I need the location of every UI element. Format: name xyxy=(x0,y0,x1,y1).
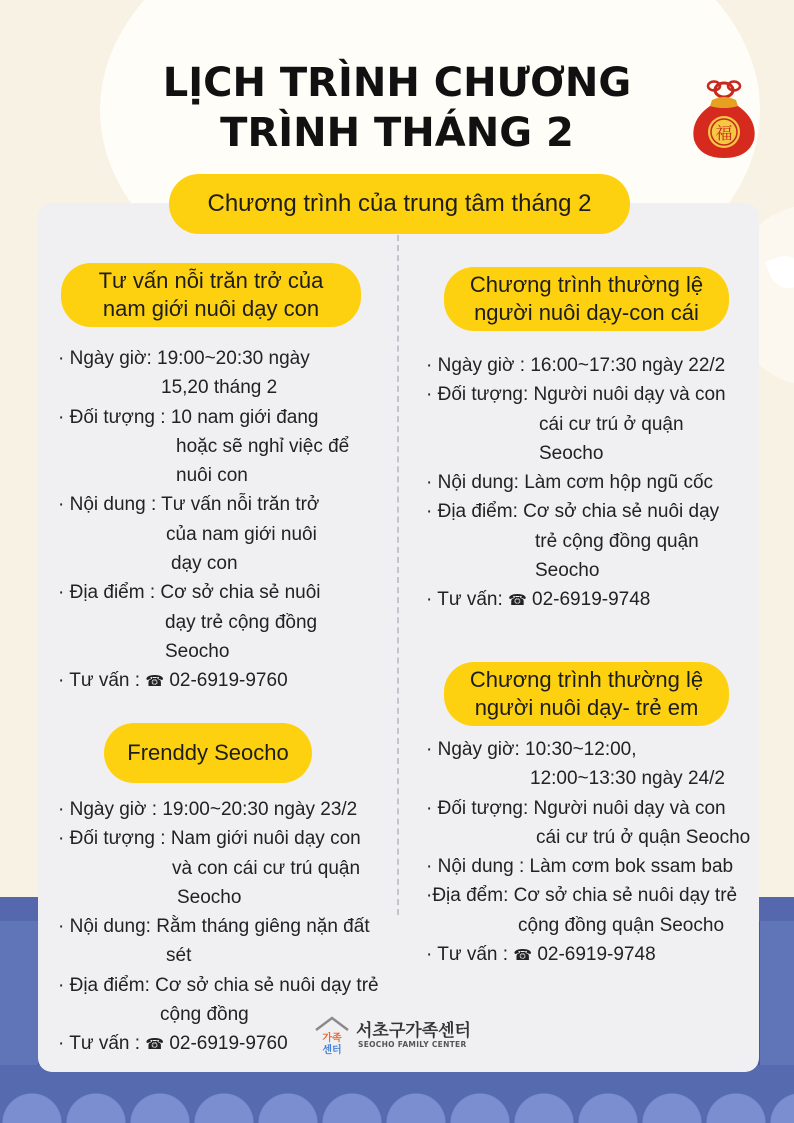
detail-line: · Đối tượng : 10 nam giới đang xyxy=(58,406,319,428)
detail-line: 15,20 tháng 2 xyxy=(161,377,278,399)
consult-label: · Tư vấn : xyxy=(58,1033,141,1055)
consult-phone: 02-6919-9760 xyxy=(169,670,288,692)
program-3-heading-line-1: Chương trình thường lệ xyxy=(469,272,704,297)
logo-main-text: 서초구가족센터 xyxy=(356,1021,471,1041)
program-1-heading xyxy=(61,263,361,327)
logo-sub-text: SEOCHO FAMILY CENTER xyxy=(358,1040,467,1049)
detail-line: Seocho xyxy=(535,560,600,582)
detail-line: cộng đồng quận Seocho xyxy=(518,914,725,936)
program-4-heading-line-2: người nuôi dạy- trẻ em xyxy=(474,695,699,720)
consult-line xyxy=(426,585,726,615)
program-2-heading xyxy=(104,723,312,783)
phone-icon: ☎ xyxy=(145,672,165,691)
consult-label: · Tư vấn: xyxy=(426,589,503,611)
detail-line: Seocho xyxy=(539,442,604,464)
consult-label: · Tư vấn : xyxy=(58,670,141,692)
detail-line: · Đối tượng: Người nuôi dạy và con xyxy=(426,797,726,819)
detail-line: · Ngày giờ: 10:30~12:00, xyxy=(426,739,637,760)
program-2-heading-text: Frenddy Seocho xyxy=(127,740,289,765)
program-3-details xyxy=(426,351,726,616)
detail-line: sét xyxy=(166,945,192,967)
logo-mark-top: 가족 xyxy=(322,1033,342,1044)
detail-line: và con cái cư trú quận xyxy=(172,857,361,879)
consult-line xyxy=(426,940,750,970)
detail-line: dạy con xyxy=(171,553,238,575)
logo-mark-bottom: 센터 xyxy=(322,1045,342,1056)
page-title xyxy=(0,58,794,158)
title-line-1: LỊCH TRÌNH CHƯƠNG xyxy=(162,60,632,106)
program-4-heading xyxy=(444,662,729,726)
column-divider xyxy=(397,235,399,915)
detail-line: ·Địa đểm: Cơ sở chia sẻ nuôi dạy trẻ xyxy=(426,885,738,907)
detail-line: · Đối tượng : Nam giới nuôi dạy con xyxy=(58,828,361,850)
detail-line: · Ngày giờ: 19:00~20:30 ngày xyxy=(58,348,310,369)
detail-line: Seocho xyxy=(165,640,230,662)
detail-line: cái cư trú ở quận xyxy=(539,413,684,435)
detail-line: · Ngày giờ : 16:00~17:30 ngày 22/2 xyxy=(426,355,726,376)
detail-line: hoặc sẽ nghỉ việc để xyxy=(176,435,350,457)
consult-line xyxy=(58,666,349,696)
program-3-heading xyxy=(444,267,729,331)
phone-icon: ☎ xyxy=(145,1035,165,1054)
detail-line: · Địa điểm: Cơ sở chia sẻ nuôi dạy xyxy=(426,501,720,523)
detail-line: dạy trẻ cộng đồng xyxy=(165,611,318,633)
detail-line: · Đối tượng: Người nuôi dạy và con xyxy=(426,384,726,406)
detail-line: 12:00~13:30 ngày 24/2 xyxy=(530,768,725,790)
roof-tiles xyxy=(0,1065,794,1123)
program-1-details xyxy=(58,344,349,697)
detail-line: · Nội dung : Tư vấn nỗi trăn trở xyxy=(58,494,320,516)
program-1-heading-line-2: nam giới nuôi dạy con xyxy=(102,296,320,321)
main-heading-pill: Chương trình của trung tâm tháng 2 xyxy=(169,174,630,234)
detail-line: của nam giới nuôi xyxy=(166,523,317,545)
phone-icon: ☎ xyxy=(508,591,527,610)
detail-line: · Nội dung: Làm cơm hộp ngũ cốc xyxy=(426,472,714,494)
detail-line: nuôi con xyxy=(176,465,248,487)
program-4-heading-line-1: Chương trình thường lệ xyxy=(469,667,704,692)
detail-line: trẻ cộng đồng quận xyxy=(535,530,699,552)
program-4-details xyxy=(426,735,750,970)
program-3-heading-line-2: người nuôi dạy-con cái xyxy=(474,300,699,325)
phone-icon: ☎ xyxy=(513,946,533,965)
detail-line: Seocho xyxy=(177,886,242,908)
detail-line: cái cư trú ở quận Seocho xyxy=(536,826,751,848)
detail-line: · Nội dung: Rằm tháng giêng nặn đất xyxy=(58,916,370,938)
pouch-char: 福 xyxy=(715,124,733,144)
detail-line: · Địa điểm: Cơ sở chia sẻ nuôi dạy trẻ xyxy=(58,974,379,996)
title-line-2: TRÌNH THÁNG 2 xyxy=(220,110,574,156)
consult-phone: 02-6919-9760 xyxy=(169,1033,288,1055)
consult-phone: 02-6919-9748 xyxy=(532,589,651,611)
detail-line: cộng đồng xyxy=(160,1004,249,1026)
detail-line: · Địa điểm : Cơ sở chia sẻ nuôi xyxy=(58,582,321,604)
consult-label: · Tư vấn : xyxy=(426,944,509,966)
program-1-heading-line-1: Tư vấn nỗi trăn trở của xyxy=(98,268,324,293)
detail-line: · Ngày giờ : 19:00~20:30 ngày 23/2 xyxy=(58,799,358,820)
detail-line: · Nội dung : Làm cơm bok ssam bab xyxy=(426,856,734,878)
lucky-pouch-icon xyxy=(688,70,760,160)
seocho-family-center-logo xyxy=(312,1014,492,1056)
logo-mark-icon xyxy=(312,1014,352,1056)
consult-phone: 02-6919-9748 xyxy=(537,944,656,966)
